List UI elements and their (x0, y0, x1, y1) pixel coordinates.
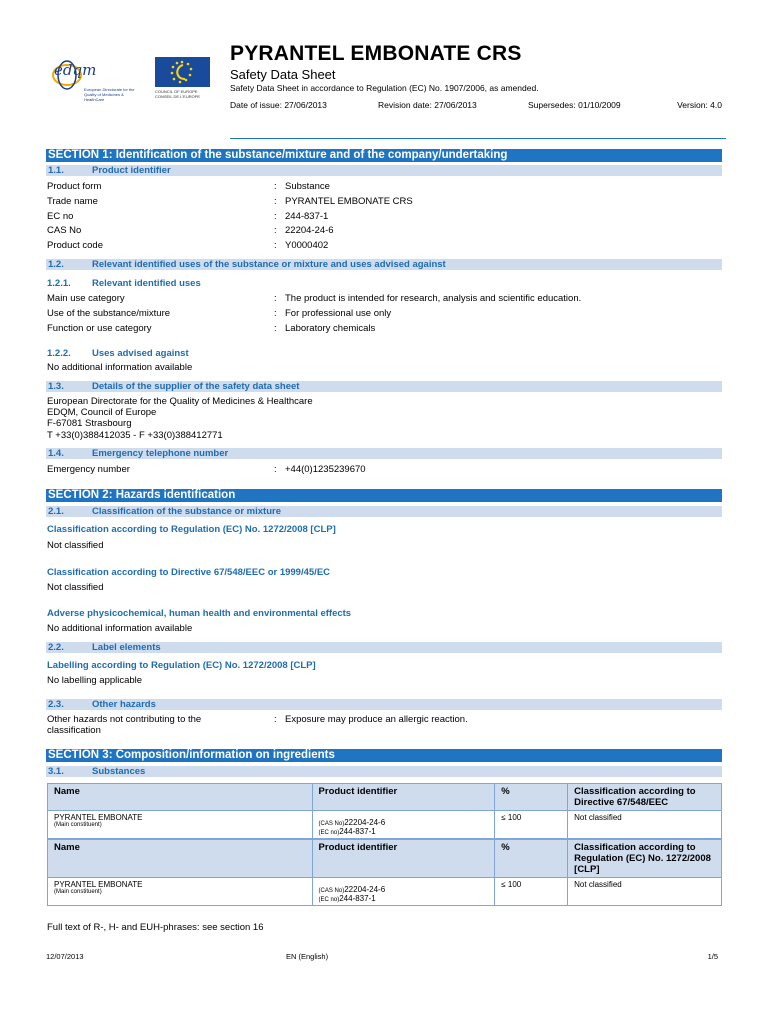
cas-number: 22204-24-6 (344, 818, 386, 827)
section-1-heading: SECTION 1: Identification of the substance/mixture and of the company/undertaking (46, 149, 722, 162)
substance-name: PYRANTEL EMBONATE (54, 880, 143, 889)
directive-classification-heading: Classification according to Directive 67/548/EEC or 1999/45/EC (47, 567, 331, 578)
column-header: Name (48, 840, 313, 878)
field-value: The product is intended for research, analysis and scientific education. (285, 293, 582, 304)
table-header-row (48, 784, 722, 811)
page-footer (46, 952, 722, 962)
field-label: Other hazards not contributing to the classification (47, 714, 202, 736)
subsection-1-3-heading (46, 381, 722, 392)
subsection-number: 2.1. (48, 506, 64, 517)
footer-date: 12/07/2013 (46, 952, 84, 961)
subsection-number: 1.2.1. (47, 278, 71, 289)
field-label: Main use category (47, 293, 125, 304)
ec-number: 244-837-1 (339, 894, 376, 903)
footer-page-number: 1/5 (707, 952, 718, 961)
subsection-label: Details of the supplier of the safety data sheet (92, 381, 300, 392)
version: Version: 4.0 (677, 100, 722, 110)
supplier-line: EDQM, Council of Europe (47, 407, 157, 418)
field-label: Product code (47, 240, 103, 251)
substance-name: PYRANTEL EMBONATE (54, 813, 143, 822)
field-label: Trade name (47, 196, 98, 207)
subsection-number: 1.3. (48, 381, 64, 392)
subsection-1-1-heading (46, 165, 722, 176)
section-3-heading: SECTION 3: Composition/information on ingredients (46, 749, 722, 762)
subsection-number: 1.2. (48, 259, 64, 270)
composition-table-clp (47, 839, 722, 906)
subsection-number: 3.1. (48, 766, 64, 777)
edqm-logo-text: edqm (54, 61, 97, 79)
percentage-cell: ≤ 100 (495, 811, 568, 839)
logos (50, 55, 215, 105)
column-header: Product identifier (312, 840, 495, 878)
labelling-heading: Labelling according to Regulation (EC) No. 1272/2008 [CLP] (47, 660, 316, 671)
cas-label: (CAS No) (318, 821, 345, 827)
subsection-label: Emergency telephone number (92, 448, 229, 459)
field-value: Laboratory chemicals (285, 323, 376, 334)
clp-classification-value: Not classified (47, 540, 104, 551)
subsection-label: Other hazards (92, 699, 156, 710)
regulation-line: Safety Data Sheet in accordance to Regulation (EC) No. 1907/2006, as amended. (230, 83, 539, 93)
subsection-label: Relevant identified uses (92, 278, 201, 289)
subsection-3-1-heading (46, 766, 722, 777)
section-2-heading: SECTION 2: Hazards identification (46, 489, 722, 502)
subsection-number: 1.2.2. (47, 348, 71, 359)
supplier-line: T +33(0)388412035 - F +33(0)388412771 (47, 430, 223, 441)
document-header (0, 0, 768, 140)
field-label: CAS No (47, 225, 82, 236)
column-header: Classification according to Regulation (EC) No. 1272/2008 [CLP] (568, 840, 722, 878)
field-value: 22204-24-6 (285, 225, 334, 236)
clp-classification-heading: Classification according to Regulation (EC) No. 1272/2008 [CLP] (47, 524, 336, 535)
date-of-issue: Date of issue: 27/06/2013 (230, 100, 327, 110)
table-header-row (48, 840, 722, 878)
document-title: PYRANTEL EMBONATE CRS (230, 42, 522, 65)
header-divider (230, 138, 726, 139)
column-header: % (495, 840, 568, 878)
field-label: Product form (47, 181, 102, 192)
field-value: For professional use only (285, 308, 392, 319)
column-header: Product identifier (312, 784, 495, 811)
field-value: Substance (285, 181, 330, 192)
subsection-label: Uses advised against (92, 348, 189, 359)
ec-number: 244-837-1 (339, 827, 376, 836)
labelling-value: No labelling applicable (47, 675, 143, 686)
field-label: EC no (47, 211, 74, 222)
edqm-logo-subtext: European Directorate for the Quality of Medicines & HealthCare (84, 87, 135, 102)
document-subtitle: Safety Data Sheet (230, 67, 336, 82)
subsection-label: Product identifier (92, 165, 171, 176)
subsection-label: Substances (92, 766, 146, 777)
field-label: Function or use category (47, 323, 152, 334)
table-row (48, 811, 722, 839)
subsection-2-1-heading (46, 506, 722, 517)
supplier-line: F-67081 Strasbourg (47, 418, 132, 429)
ec-label: (EC no) (318, 830, 340, 836)
ec-label: (EC no) (318, 897, 340, 903)
footer-language: EN (English) (286, 952, 329, 961)
column-header: Name (48, 784, 313, 811)
council-of-europe-logo-subtext: COUNCIL OF EUROPE CONSEIL DE L'EUROPE (155, 89, 201, 99)
cas-number: 22204-24-6 (344, 885, 386, 894)
table-row (48, 878, 722, 906)
cas-label: (CAS No) (318, 888, 345, 894)
uses-advised-against-text: No additional information available (47, 362, 193, 373)
substance-role: (Main constituent) (54, 822, 102, 828)
composition-table-directive (47, 783, 722, 839)
subsection-number: 2.2. (48, 642, 64, 653)
substance-name-cell (48, 878, 313, 906)
field-value: 244-837-1 (285, 211, 329, 222)
subsection-label: Label elements (92, 642, 161, 653)
subsection-label: Classification of the substance or mixture (92, 506, 281, 517)
council-of-europe-flag-icon (155, 57, 210, 87)
subsection-number: 1.4. (48, 448, 64, 459)
subsection-number: 2.3. (48, 699, 64, 710)
product-identifier-cell (312, 811, 495, 839)
field-label: Emergency number (47, 464, 130, 475)
subsection-2-3-heading (46, 699, 722, 710)
classification-cell: Not classified (568, 811, 722, 839)
subsection-number: 1.1. (48, 165, 64, 176)
revision-date: Revision date: 27/06/2013 (378, 100, 477, 110)
subsection-1-4-heading (46, 448, 722, 459)
product-identifier-cell (312, 878, 495, 906)
substance-role: (Main constituent) (54, 889, 102, 895)
field-value: Y0000402 (285, 240, 329, 251)
supplier-line: European Directorate for the Quality of Medicines & Healthcare (47, 396, 313, 407)
classification-cell: Not classified (568, 878, 722, 906)
column-header: % (495, 784, 568, 811)
adverse-effects-value: No additional information available (47, 623, 193, 634)
field-label: Use of the substance/mixture (47, 308, 171, 319)
supersedes-date: Supersedes: 01/10/2009 (528, 100, 621, 110)
column-header: Classification according to Directive 67/548/EEC (568, 784, 722, 811)
edqm-logo (50, 57, 150, 102)
council-of-europe-logo (155, 57, 210, 102)
subsection-2-2-heading (46, 642, 722, 653)
adverse-effects-heading: Adverse physicochemical, human health and environmental effects (47, 608, 352, 619)
subsection-1-2-heading (46, 259, 722, 270)
directive-classification-value: Not classified (47, 582, 104, 593)
field-value: +44(0)1235239670 (285, 464, 366, 475)
subsection-label: Relevant identified uses of the substance or mixture and uses advised against (92, 259, 446, 270)
percentage-cell: ≤ 100 (495, 878, 568, 906)
field-value: Exposure may produce an allergic reaction. (285, 714, 468, 725)
field-value: PYRANTEL EMBONATE CRS (285, 196, 413, 207)
substance-name-cell (48, 811, 313, 839)
full-text-note: Full text of R-, H- and EUH-phrases: see section 16 (47, 922, 264, 933)
